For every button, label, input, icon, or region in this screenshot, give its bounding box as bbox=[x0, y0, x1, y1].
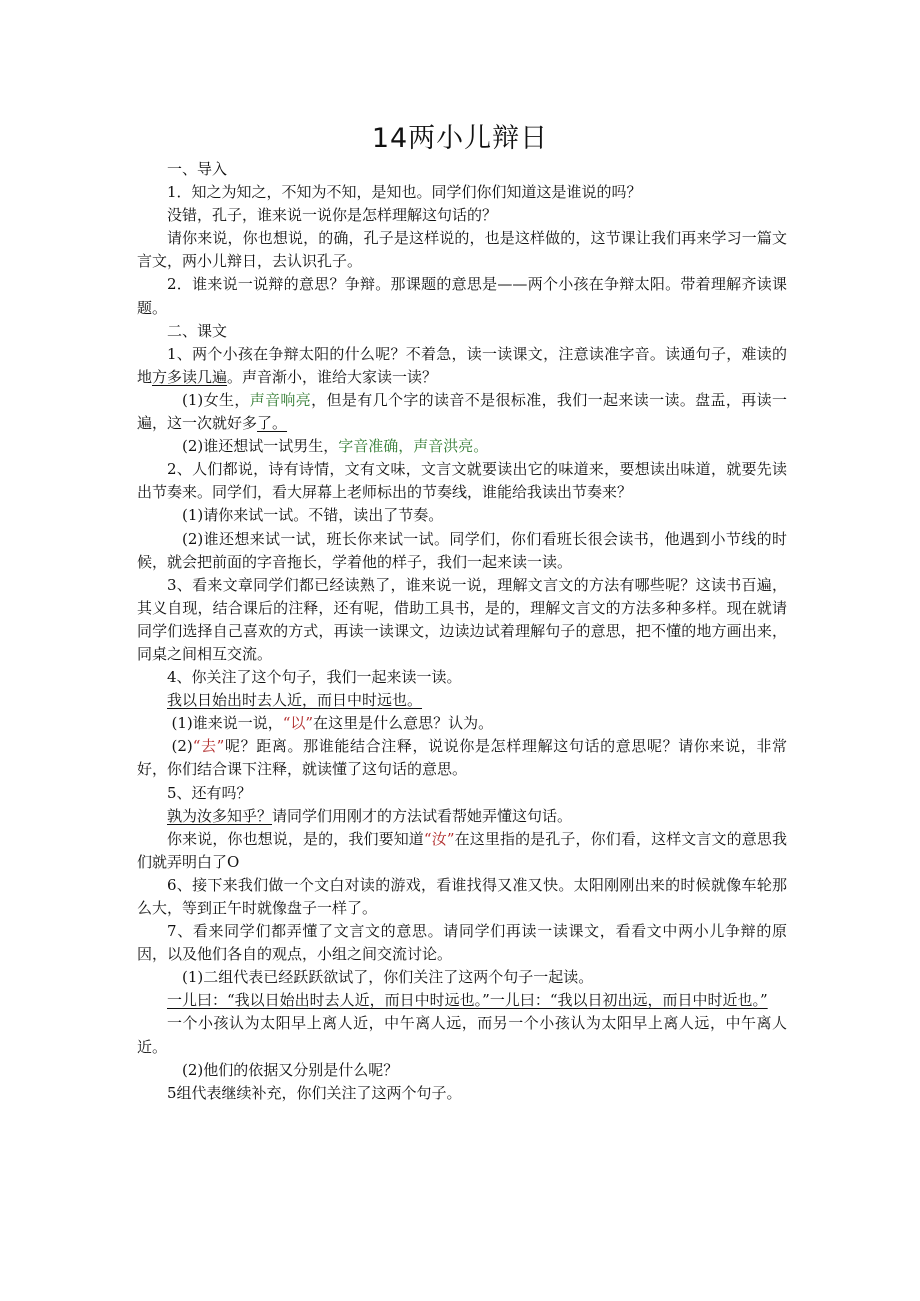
paragraph bbox=[137, 735, 787, 781]
underlined-text: 孰为汝多知乎？ bbox=[167, 806, 273, 825]
quoted-dialogue bbox=[137, 989, 787, 1012]
text-run: ，但是有几个字的读音不是很标准，我们一起来读一读。盘盂，再读一遍，这一次就好多 bbox=[137, 390, 787, 433]
paragraph: 2．谁来说一说辩的意思？争辩。那课题的意思是——两个小孩在争辩太阳。带着理解齐读课题。 bbox=[137, 275, 787, 317]
paragraph: 3、看来文章同学们都已经读熟了，谁来说一说，理解文言文的方法有哪些呢？这读书百遍，其义自现，结合课后的注释，还有呢，借助工具书，是的，理解文言文的方法多种多样。现在就请同学们选择自己喜欢的方式，再读一读课文，边读边试着理解句子的意思，把不懂的地方画出来，同桌之间相互交流。 bbox=[137, 575, 787, 663]
paragraph: 2、人们都说，诗有诗情，文有文味，文言文就要读出它的味道来，要想读出味道，就要先读出节奏来。同学们，看大屏幕上老师标出的节奏线，谁能给我读出节奏来？ bbox=[137, 460, 787, 502]
paragraph: 请你来说，你也想说，的确，孔子是这样说的，也是这样做的，这节课让我们再来学习一篇文言文，两小儿辩日，去认识孔子。 bbox=[137, 229, 787, 271]
underlined-text: 一儿曰：“我以日始出时去人近，而日中时远也。”一儿曰：“我以日初出远，而日中时近也。” bbox=[167, 991, 768, 1010]
paragraph: (2)他们的依据又分别是什么呢？ bbox=[182, 1060, 399, 1079]
underlined-text: 我以日始出时去人近，而日中时远也。 bbox=[167, 691, 423, 710]
red-keyword: “以” bbox=[282, 714, 314, 733]
text-run: (1)女生， bbox=[182, 390, 250, 409]
text-run: 在这里是什么意思？认为。 bbox=[313, 714, 494, 733]
document-body bbox=[137, 158, 787, 1105]
paragraph bbox=[137, 435, 787, 458]
text-run: 请同学们用刚才的方法试看帮她弄懂这句话。 bbox=[272, 806, 573, 825]
paragraph: 1．知之为知之，不知为不知，是知也。同学们你们知道这是谁说的吗？ bbox=[167, 183, 642, 202]
page-title: 14两小儿辩日 bbox=[371, 123, 549, 154]
text-run: 1、两个小孩在争辩太阳的什么呢？不着急，读一读课文，注意读准字音。读通句子，难读的地 bbox=[137, 344, 787, 386]
red-keyword: “汝” bbox=[423, 829, 455, 848]
text-run: 你来说，你也想说，是的，我们要知道 bbox=[167, 829, 424, 848]
quoted-sentence bbox=[137, 689, 787, 712]
paragraph: 7、看来同学们都弄懂了文言文的意思。请同学们再读一读课文，看看文中两小儿争辩的原因，以及他们各自的观点，小组之间交流讨论。 bbox=[137, 922, 787, 964]
section-heading-intro: 一、导入 bbox=[167, 160, 228, 178]
text-run: (2) bbox=[171, 737, 193, 756]
section-heading-text: 二、课文 bbox=[167, 321, 228, 340]
green-comment: 声音响亮 bbox=[249, 390, 312, 409]
paragraph: (1)请你来试一试。不错，读出了节奏。 bbox=[182, 506, 444, 525]
paragraph: (1)二组代表已经跃跃欲试了，你们关注了这两个句子一起读。 bbox=[182, 968, 594, 987]
green-comment: 字音准确，声音洪亮。 bbox=[338, 437, 489, 456]
paragraph: 5组代表继续补充，你们关注了这两个句子。 bbox=[167, 1083, 462, 1102]
text-run: 在这里指的是孔子，你们看，这样文言文的意思我们就弄明白了O bbox=[137, 829, 787, 871]
paragraph bbox=[137, 389, 787, 435]
underlined-text: 了。 bbox=[257, 414, 288, 433]
text-run: (2)谁还想试一试男生， bbox=[182, 437, 339, 456]
text-run: 呢？距离。那谁能结合注释，说说你是怎样理解这句话的意思呢？请你来说，非常好，你们结合课下注释，就读懂了这句话的意思。 bbox=[137, 737, 787, 779]
underlined-text: 方多读几遍 bbox=[152, 367, 228, 386]
paragraph bbox=[137, 805, 787, 828]
paragraph: 没错，孔子，谁来说一说你是怎样理解这句话的？ bbox=[167, 206, 498, 225]
paragraph bbox=[137, 712, 787, 735]
paragraph: (2)谁还想来试一试，班长你来试一试。同学们，你们看班长很会读书，他遇到小节线的时候，就会把前面的字音拖长，学着他的样子，我们一起来读一读。 bbox=[137, 529, 787, 571]
paragraph: 5、还有吗？ bbox=[167, 783, 252, 802]
paragraph: 4、你关注了这个句子，我们一起来读一读。 bbox=[167, 668, 462, 687]
paragraph: 6、接下来我们做一个文白对读的游戏，看谁找得又准又快。太阳刚刚出来的时候就像车轮那么大，等到正午时就像盘子一样了。 bbox=[137, 875, 787, 917]
paragraph: 一个小孩认为太阳早上离人近，中午离人远，而另一个小孩认为太阳早上离人远，中午离人近。 bbox=[137, 1014, 787, 1056]
red-keyword: “去” bbox=[192, 737, 225, 756]
text-run: (1)谁来说一说， bbox=[171, 714, 283, 733]
paragraph bbox=[137, 343, 787, 389]
paragraph bbox=[137, 828, 787, 874]
text-run: 。声音渐小，谁给大家读一读？ bbox=[227, 367, 438, 386]
